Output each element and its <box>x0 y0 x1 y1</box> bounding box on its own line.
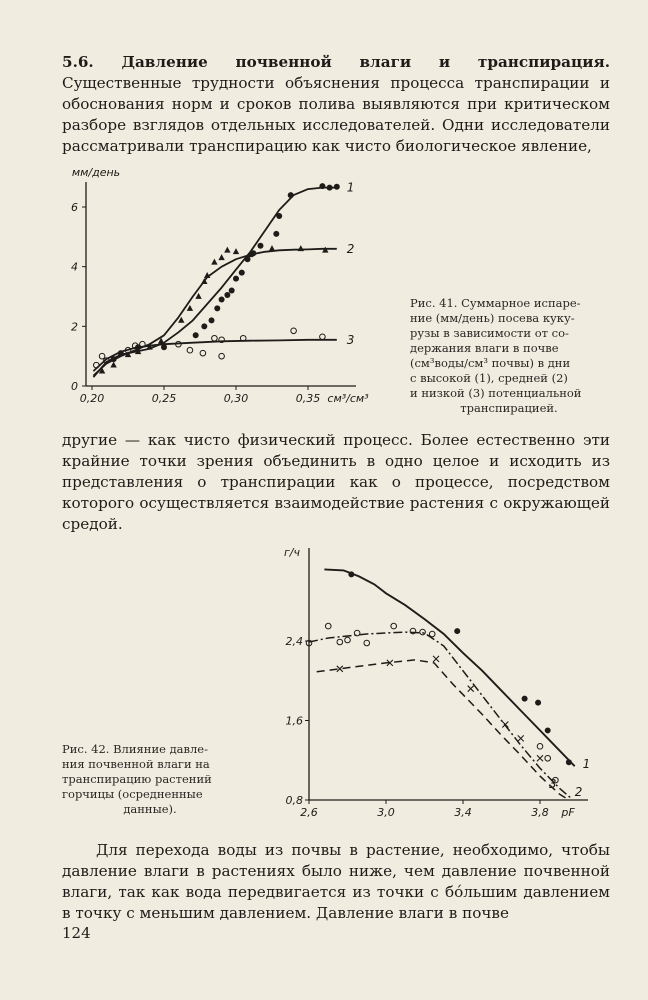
fig42-series-3-point <box>468 686 474 692</box>
fig41-series-1-label: 1 <box>346 180 355 195</box>
fig42-series-2-point <box>345 637 351 643</box>
fig41-x-axis-label: см³/см³ <box>327 392 369 405</box>
fig42-caption-l5: данные). <box>123 802 177 816</box>
fig42-series-2-point <box>537 744 543 750</box>
fig42-caption-l2: ния почвенной влаги на <box>62 757 210 771</box>
fig42-x-tick-label: 2,6 <box>300 806 318 819</box>
fig41-x-tick-label: 0,35 <box>295 392 321 405</box>
fig42-y-tick-label: 2,4 <box>285 635 303 648</box>
fig42-caption-l4: горчицы (осредненные <box>62 787 203 801</box>
fig42-x-tick-label: 3,8 <box>531 806 549 819</box>
fig42-y-tick-label: 1,6 <box>285 714 303 728</box>
fig42-series-3-label: 3 <box>548 777 557 791</box>
fig42-series-2-line <box>309 632 571 798</box>
fig42-x-tick-label: 3,0 <box>377 806 395 819</box>
fig42-series-2-point <box>364 640 370 646</box>
fig42-series-1-line <box>324 569 574 766</box>
fig41-caption-l6: с высокой (1), средней (2) <box>410 371 568 385</box>
fig41-y-tick-label: 2 <box>71 320 78 334</box>
fig42-caption-l3: транспирацию растений <box>62 772 212 786</box>
page-number: 124 <box>62 924 91 942</box>
fig42-caption-l1: Рис. 42. Влияние давле- <box>62 742 208 756</box>
fig42-series-3-point <box>337 666 343 672</box>
fig41-y-tick-label: 0 <box>71 380 78 393</box>
fig41-y-axis-label: мм/день <box>71 166 121 179</box>
intro-text: Существенные трудности объяснения процесса транспирации и обоснования норм и сроков полива выявляются при критическом разборе взглядов отдельных исследователей. Одни исследователи рассматривали транспирацию как чисто биологическое явление, <box>62 74 610 155</box>
fig41-y-tick-label: 6 <box>71 201 78 214</box>
fig42-series-1-point <box>522 696 528 702</box>
fig41-series-2-label: 2 <box>346 241 355 256</box>
fig42-series-3-point <box>537 755 543 761</box>
fig41-x-tick-label: 0,30 <box>223 392 249 405</box>
fig42-series-1-label: 1 <box>582 757 591 772</box>
fig41-caption-l5: (см³воды/см³ почвы) в дни <box>410 356 571 370</box>
fig42-series-1-point <box>348 571 354 577</box>
fig42-y-axis-label: г/ч <box>284 546 300 559</box>
fig42-series-2-point <box>391 623 397 629</box>
fig42-series-1-point <box>535 700 541 706</box>
fig41-caption-prefix: Рис. 41. <box>410 296 458 310</box>
fig42-series-2-point <box>354 630 360 636</box>
fig42-series-2-point <box>545 755 551 761</box>
fig42-series-1-point <box>454 628 460 634</box>
fig42-series-3-line <box>317 660 569 800</box>
fig41-caption-l4: держания влаги в почве <box>410 341 559 355</box>
fig42-series-2-point <box>429 631 435 637</box>
fig42-y-tick-label: 0,8 <box>285 794 303 807</box>
section-heading: 5.6. Давление почвенной влаги и транспирация. <box>62 53 610 71</box>
fig42-series-1-point <box>545 727 551 733</box>
bottom-paragraph: Для перехода воды из почвы в растение, необходимо, чтобы давление влаги в растениях было ниже, чем давление почвенной влаги, так как вода передвигается из точки с бóльшим давлением в точку с меньшим давлением. Давление влаги в почве <box>62 841 610 922</box>
fig41-series-3-label: 3 <box>346 332 355 347</box>
fig41-x-tick-label: 0,25 <box>151 392 177 405</box>
fig42-series-2-label: 2 <box>574 785 583 800</box>
fig41-caption-l7: и низкой (3) потенциальной <box>410 386 582 400</box>
fig42-x-tick-label: 3,4 <box>454 806 472 819</box>
fig42-series-1-point <box>566 759 572 765</box>
fig42-series-2-point <box>337 639 343 645</box>
fig42-series-2-point <box>420 629 426 635</box>
fig41-caption-l3: рузы в зависимости от со- <box>410 326 569 340</box>
fig42-series-2-point <box>325 623 331 629</box>
fig41-caption-l8: транспирацией. <box>460 401 558 415</box>
fig41-y-tick-label: 4 <box>71 260 78 274</box>
fig41-caption-l1: Суммарное испаре- <box>461 296 581 310</box>
fig41-x-tick-label: 0,20 <box>79 392 105 405</box>
middle-paragraph: другие — как чисто физический процесс. Более естественно эти крайние точки зрения объединить в одно целое и исходить из представления о транспирации как о процессе, посредством которого осуществляется взаимодействие растения с окружающей средой. <box>62 431 610 533</box>
fig42-series-3-point <box>518 735 524 741</box>
fig42-series-3-point <box>433 656 439 662</box>
fig42-x-axis-label: pF <box>561 806 575 819</box>
figure-42-caption <box>62 742 238 817</box>
fig41-caption-l2: ние (мм/день) посева куку- <box>410 311 575 325</box>
